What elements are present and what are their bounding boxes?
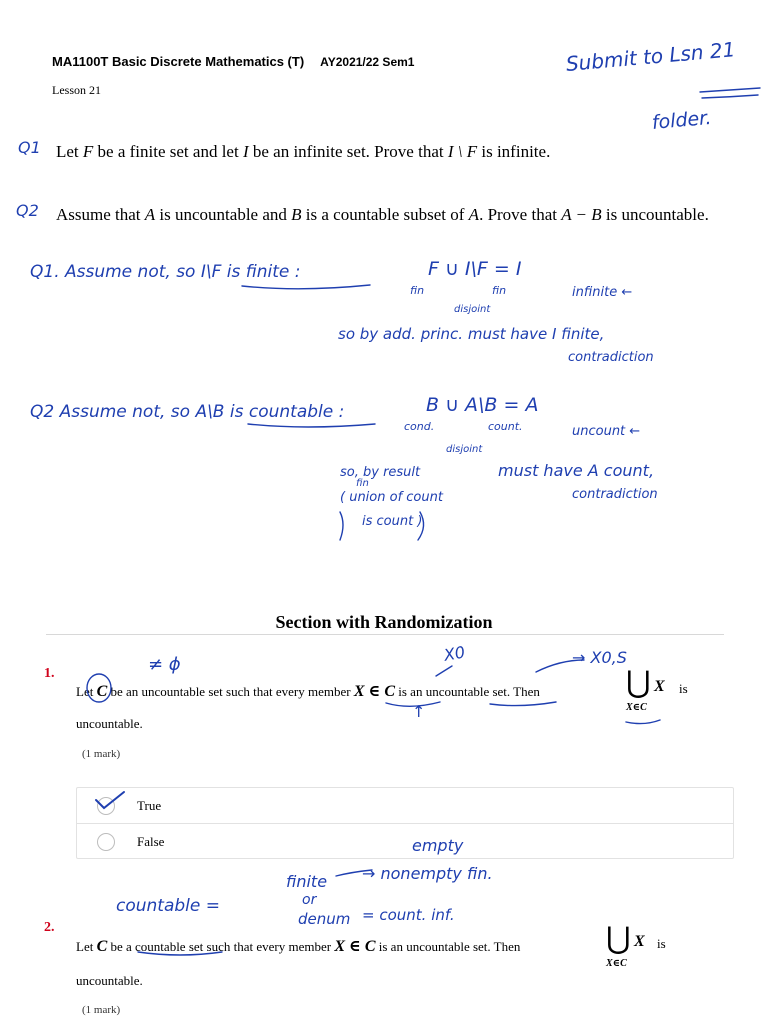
course-title <box>52 54 414 69</box>
item-2-tail: uncountable. <box>76 973 143 988</box>
handwritten-note: count. <box>488 420 523 433</box>
handwritten-qmark: Q2 <box>16 201 39 220</box>
item-2-statement: Let C be a countable set such that every member X ∈ C is an uncountable set. Then <box>76 938 521 955</box>
handwritten-note: must have A count, <box>498 461 655 480</box>
handwritten-note: folder. <box>651 106 713 134</box>
union-variable: X <box>634 933 645 950</box>
item-1-tail: is <box>679 681 688 696</box>
handwritten-q2-eq: B ∪ A\B = A <box>426 394 539 416</box>
handwritten-note: Submit to Lsn 21 <box>564 37 737 76</box>
handwritten-note: X0 <box>442 642 467 665</box>
question-1: Let F be a finite set and let I be an infinite set. Prove that I \ F is infinite. <box>56 142 551 161</box>
handwritten-note: fin <box>410 284 425 297</box>
mark-label: (1 mark) <box>82 1004 121 1016</box>
handwritten-note: disjoint <box>446 444 483 455</box>
mark-label: (1 mark) <box>82 748 121 760</box>
item-1-statement: Let C be an uncountable set such that every member X ∈ C is an uncountable set. Then <box>76 683 540 700</box>
union-variable: X <box>654 678 665 695</box>
handwritten-note: disjoint <box>454 304 491 315</box>
handwritten-note: denum <box>298 910 351 928</box>
option-label: False <box>137 834 165 849</box>
handwritten-note: fin <box>492 284 507 297</box>
handwritten-note: or <box>302 892 317 908</box>
handwritten-note: uncount ← <box>572 424 641 439</box>
handwritten-note: ( union of count <box>340 490 443 505</box>
ink-underline <box>490 702 556 706</box>
handwritten-note: contradiction <box>568 350 654 365</box>
item-2-number: 2. <box>44 920 55 935</box>
handwritten-note: is count ) <box>362 514 423 529</box>
union-symbol: ⋃ <box>626 666 651 699</box>
handwritten-q1-line1: Q1. Assume not, so I\F is finite : <box>30 262 301 282</box>
question-2: Assume that A is uncountable and B is a countable subset of A. Prove that A − B is uncountable. <box>56 205 709 224</box>
handwritten-q2-line1: Q2 Assume not, so A\B is countable : <box>30 402 345 422</box>
answer-options <box>76 787 734 859</box>
item-2-tail: is <box>657 936 666 951</box>
handwritten-note: cond. <box>404 420 435 433</box>
option-true[interactable] <box>77 788 733 822</box>
ink-underline <box>242 285 370 289</box>
handwritten-note: infinite ← <box>572 285 633 300</box>
handwritten-note: empty <box>412 836 464 855</box>
item-1-number: 1. <box>44 666 55 681</box>
option-false[interactable] <box>77 823 733 858</box>
handwritten-qmark: Q1 <box>18 138 41 157</box>
handwritten-note: ≠ ϕ <box>148 654 181 675</box>
ink-paren <box>340 512 343 540</box>
radio-button[interactable] <box>97 797 115 815</box>
handwritten-note: → nonempty fin. <box>362 864 493 883</box>
radio-button[interactable] <box>97 833 115 851</box>
course-term: AY2021/22 Sem1 <box>320 55 415 69</box>
handwritten-note: → X0,S <box>572 648 627 667</box>
handwritten-q1-line3: so by add. princ. must have I finite, <box>338 325 605 343</box>
item-1-tail: uncountable. <box>76 716 143 731</box>
course-name: MA1100T Basic Discrete Mathematics (T) <box>52 54 305 69</box>
handwritten-note: so, by result <box>340 465 421 480</box>
option-label: True <box>137 798 162 813</box>
handwritten-note: finite <box>286 872 328 891</box>
union-symbol: ⋃ <box>606 922 631 955</box>
handwritten-note: contradiction <box>572 487 658 502</box>
ink-underline <box>626 720 660 724</box>
union-subscript: X∈C <box>606 958 627 969</box>
handwritten-note: ↑ <box>412 702 426 721</box>
union-subscript: X∈C <box>626 702 647 713</box>
handwritten-note: fin <box>356 478 369 489</box>
handwritten-q1-eq: F ∪ I\F = I <box>428 258 522 280</box>
section-divider <box>46 634 724 635</box>
ink-underline <box>248 424 375 427</box>
ink-arrow <box>436 666 452 676</box>
handwritten-note: countable = <box>116 896 221 916</box>
lesson-label: Lesson 21 <box>52 83 101 97</box>
section-title: Section with Randomization <box>275 612 493 632</box>
handwritten-note: = count. inf. <box>362 906 455 924</box>
ink-underline <box>700 88 760 92</box>
ink-underline <box>702 95 758 98</box>
